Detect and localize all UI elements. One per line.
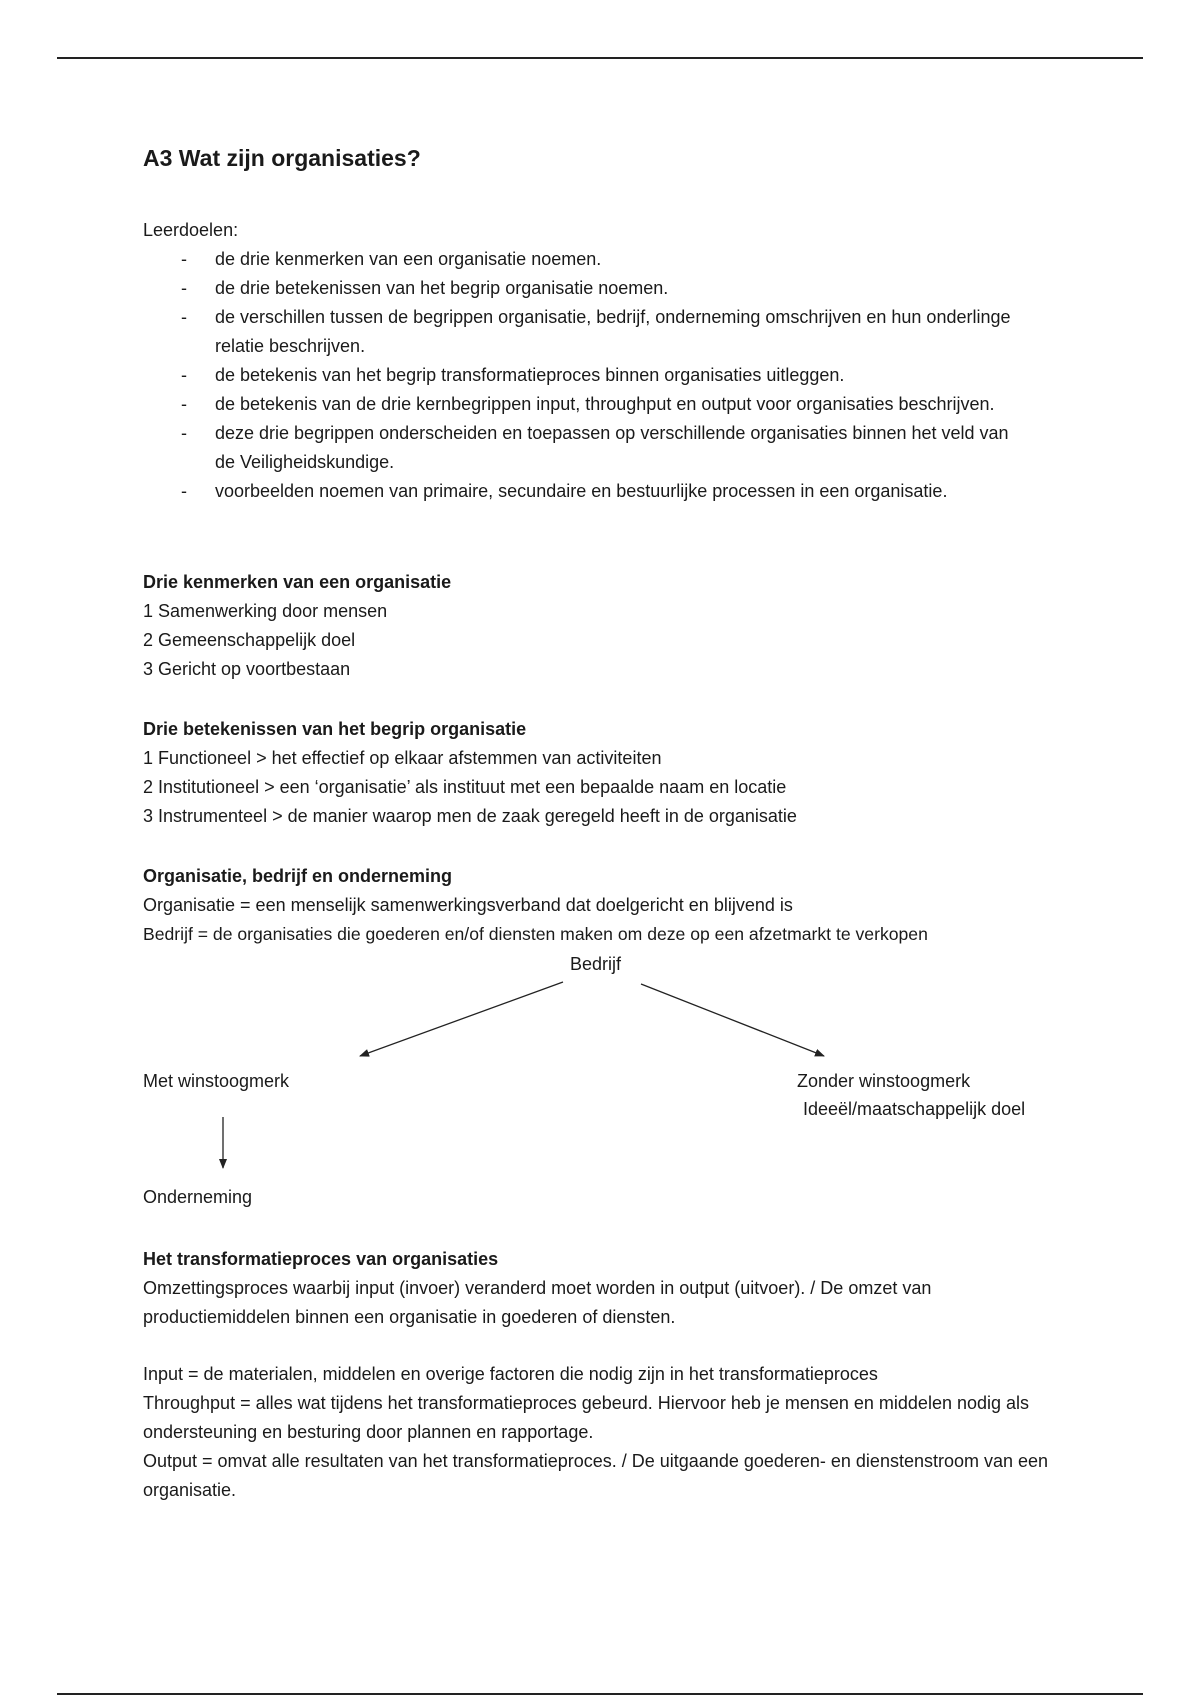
diagram-node-bedrijf: Bedrijf xyxy=(570,954,622,974)
text-line: 2 Gemeenschappelijk doel xyxy=(143,630,356,650)
list-item: - voorbeelden noemen van primaire, secundaire en bestuurlijke processen in een organisatie. xyxy=(143,477,1063,506)
definition-output: Output = omvat alle resultaten van het transformatieproces. / De uitgaande goederen- en dienstenstroom van een organisatie. xyxy=(143,1451,1049,1500)
list-item: - de betekenis van het begrip transformatieproces binnen organisaties uitleggen. xyxy=(143,361,1063,390)
definition-throughput: Throughput = alles wat tijdens het transformatieproces gebeurd. Hiervoor heb je mensen en middelen nodig als ondersteuning en besturing door plannen en rapportage. xyxy=(143,1393,1030,1442)
text-line: 3 Gericht op voortbestaan xyxy=(143,659,351,679)
list-item: - de drie kenmerken van een organisatie noemen. xyxy=(143,245,1063,274)
section-betekenissen xyxy=(143,715,1063,831)
diagram-node-zonder-winstoogmerk: Zonder winstoogmerk xyxy=(797,1071,971,1091)
section-heading: Drie kenmerken van een organisatie xyxy=(143,572,452,592)
section-kenmerken xyxy=(143,568,1063,684)
learning-goals xyxy=(143,216,1063,506)
text-line: Organisatie = een menselijk samenwerkingsverband dat doelgericht en blijvend is xyxy=(143,895,793,915)
diagram-node-onderneming: Onderneming xyxy=(143,1187,253,1207)
arrow-to-met-winstoogmerk xyxy=(360,982,563,1056)
page-title: A3 Wat zijn organisaties? xyxy=(143,145,421,171)
bottom-rule xyxy=(57,1693,1143,1695)
text-line: 1 Functioneel > het effectief op elkaar afstemmen van activiteiten xyxy=(143,748,662,768)
list-item: - de drie betekenissen van het begrip organisatie noemen. xyxy=(143,274,1063,303)
list-item: - deze drie begrippen onderscheiden en toepassen op verschillende organisaties binnen het veld van de Veiligheidskundige. xyxy=(143,419,1063,477)
diagram-node-met-winstoogmerk: Met winstoogmerk xyxy=(143,1071,290,1091)
section-transformatie xyxy=(143,1245,1063,1332)
diagram-node-ideeel-doel: Ideeël/maatschappelijk doel xyxy=(803,1099,1026,1119)
section-definitions xyxy=(143,1360,1063,1505)
section-organisatie xyxy=(143,862,1063,949)
arrow-to-zonder-winstoogmerk xyxy=(641,984,824,1056)
text-line: Bedrijf = de organisaties die goederen en/of diensten maken om deze op een afzetmarkt te verkopen xyxy=(143,924,928,944)
list-item: - de verschillen tussen de begrippen organisatie, bedrijf, onderneming omschrijven en hun onderlinge relatie beschrijven. xyxy=(143,303,1063,361)
section-heading: Organisatie, bedrijf en onderneming xyxy=(143,866,453,886)
learning-goals-label: Leerdoelen: xyxy=(143,220,239,240)
definition-input: Input = de materialen, middelen en overige factoren die nodig zijn in het transformatieproces xyxy=(143,1364,878,1384)
text-line: 3 Instrumenteel > de manier waarop men de zaak geregeld heeft in de organisatie xyxy=(143,806,797,826)
paragraph: Omzettingsproces waarbij input (invoer) veranderd moet worden in output (uitvoer). / De omzet van productiemiddelen binnen een organisatie in goederen of diensten. xyxy=(143,1278,932,1327)
top-rule xyxy=(57,57,1143,59)
section-heading: Drie betekenissen van het begrip organisatie xyxy=(143,719,527,739)
text-line: 1 Samenwerking door mensen xyxy=(143,601,388,621)
list-item: - de betekenis van de drie kernbegrippen input, throughput en output voor organisaties beschrijven. xyxy=(143,390,1063,419)
learning-goals-list xyxy=(143,245,1063,506)
section-heading: Het transformatieproces van organisaties xyxy=(143,1249,499,1269)
text-line: 2 Institutioneel > een ‘organisatie’ als instituut met een bepaalde naam en locatie xyxy=(143,777,787,797)
